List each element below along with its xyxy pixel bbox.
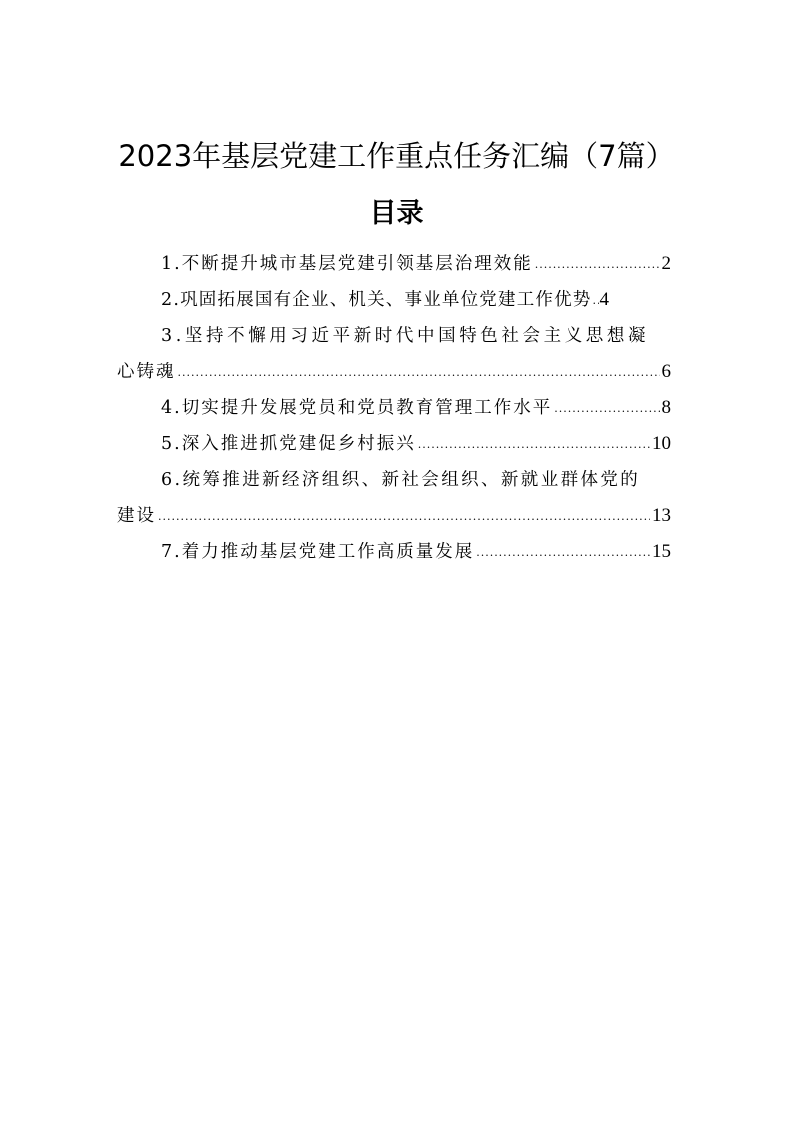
toc-dot-leader — [593, 282, 599, 318]
toc-entry-5[interactable] — [117, 426, 671, 462]
toc-entry-2[interactable] — [117, 282, 671, 318]
toc-page-number[interactable]: 6 — [661, 361, 671, 382]
toc-entry-4[interactable] — [117, 390, 671, 426]
toc-dot-leader — [535, 246, 660, 282]
toc-dot-leader — [158, 498, 650, 534]
table-of-contents — [117, 246, 671, 570]
toc-entry-title[interactable]: 2.巩固拓展国有企业、机关、事业单位党建工作优势 — [161, 290, 592, 310]
toc-page-number[interactable]: 13 — [652, 505, 671, 526]
toc-page-number[interactable]: 4 — [599, 289, 609, 310]
toc-page-number[interactable]: 10 — [652, 433, 671, 454]
toc-entry-6[interactable] — [117, 462, 671, 534]
toc-entry-title[interactable]: 4.切实提升发展党员和党员教育管理工作水平 — [161, 398, 553, 418]
document-title: 2023年基层党建工作重点任务汇编（7篇） — [118, 139, 675, 173]
toc-entry-title-continued[interactable]: 心铸魂 — [117, 362, 176, 382]
toc-page-number[interactable]: 15 — [652, 541, 671, 562]
toc-entry-title[interactable]: 7.着力推动基层党建工作高质量发展 — [161, 542, 475, 562]
toc-entry-1[interactable] — [117, 246, 671, 282]
toc-dot-leader — [418, 426, 650, 462]
toc-page-number[interactable]: 8 — [661, 397, 671, 418]
toc-entry-3[interactable] — [117, 318, 671, 390]
toc-entry-title[interactable]: 6.统筹推进新经济组织、新社会组织、新就业群体党的 — [161, 470, 641, 490]
toc-dot-leader — [476, 534, 650, 570]
toc-heading: 目录 — [369, 198, 424, 229]
toc-entry-7[interactable] — [117, 534, 671, 570]
toc-dot-leader — [178, 354, 660, 390]
toc-entry-title[interactable]: 5.深入推进抓党建促乡村振兴 — [161, 434, 416, 454]
toc-entry-title-continued[interactable]: 建设 — [117, 506, 156, 526]
toc-page-number[interactable]: 2 — [661, 253, 671, 274]
toc-dot-leader — [554, 390, 659, 426]
toc-entry-title[interactable]: 3.坚持不懈用习近平新时代中国特色社会主义思想凝 — [161, 326, 650, 346]
toc-entry-title[interactable]: 1.不断提升城市基层党建引领基层治理效能 — [161, 254, 533, 274]
